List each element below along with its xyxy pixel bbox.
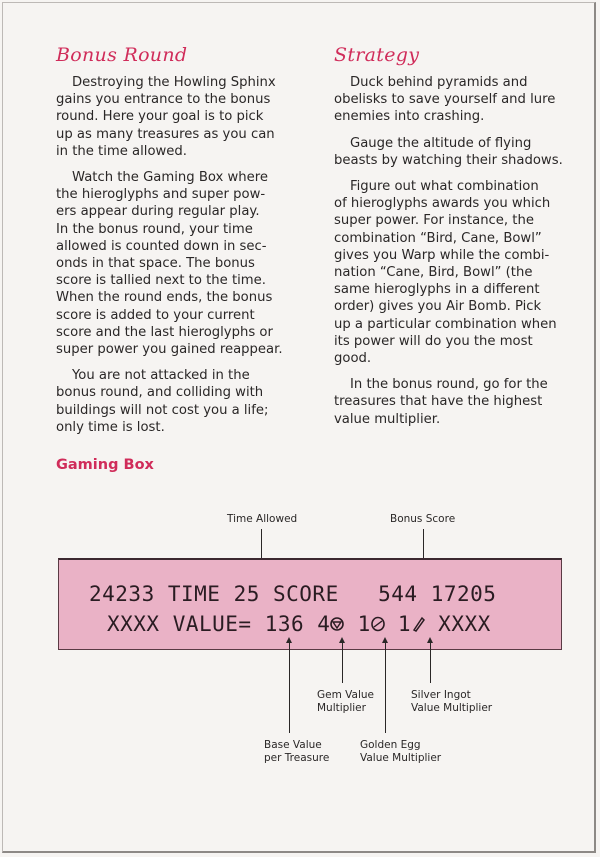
gem-icon bbox=[330, 612, 344, 636]
strategy-paragraph: Figure out what combination of hieroglyphs awards you which super power. For instance, the combination “Bird, Cane, Bowl” gives you Warp while the combi- nation “Cane, Bird, Bowl” (the same hieroglyphs in a different order) gives you Air Bomb. Pick up a particular combination when its power will do you the most good. bbox=[334, 179, 557, 367]
strategy-paragraph: Gauge the altitude of flying beasts by watching their shadows. bbox=[334, 135, 563, 168]
strategy-section bbox=[334, 44, 574, 437]
value-text: XXXX VALUE= 136 4 bbox=[107, 612, 331, 636]
time-allowed-label: Time Allowed bbox=[227, 513, 298, 525]
gaming-box-row-value bbox=[107, 612, 491, 636]
egg-sep-text: 1 bbox=[384, 612, 412, 636]
base-value-label: Base Value per Treasure bbox=[264, 739, 330, 764]
silver-ingot-icon bbox=[411, 612, 425, 636]
golden-egg-multiplier-label: Golden Egg Value Multiplier bbox=[360, 739, 442, 764]
silver-ingot-multiplier-line bbox=[430, 643, 431, 683]
bonus-round-paragraph: You are not attacked in the bonus round, and colliding with buildings will not cost you a life; only time is lost. bbox=[56, 368, 269, 435]
strategy-heading: Strategy bbox=[334, 44, 420, 66]
bonus-round-paragraph: Watch the Gaming Box where the hieroglyphs and super pow- ers appear during regular play. In the bonus round, your time allowed is counted down in sec- onds in that space. The bonus score is tallied next to the time. When the round ends, the bonus score is added to your current score and the last hieroglyphs or super power you gained reappear. bbox=[56, 170, 283, 358]
gaming-box-heading: Gaming Box bbox=[56, 457, 154, 473]
gem-multiplier-label: Gem Value Multiplier bbox=[317, 689, 374, 714]
gem-sep-text: 1 bbox=[344, 612, 371, 636]
bonus-score-label: Bonus Score bbox=[390, 513, 456, 525]
strategy-paragraph: In the bonus round, go for the treasures that have the highest value multiplier. bbox=[334, 377, 548, 427]
bonus-round-section bbox=[56, 44, 296, 445]
row2-tail-text: XXXX bbox=[425, 612, 491, 636]
gem-multiplier-line bbox=[342, 643, 343, 683]
gaming-box-display bbox=[58, 558, 562, 650]
gaming-box-row-time-score: 24233 TIME 25 SCORE 544 17205 bbox=[89, 582, 497, 606]
golden-egg-icon bbox=[371, 612, 385, 636]
silver-ingot-multiplier-label: Silver Ingot Value Multiplier bbox=[411, 689, 493, 714]
golden-egg-multiplier-line bbox=[385, 643, 386, 733]
base-value-line bbox=[289, 643, 290, 733]
strategy-paragraph: Duck behind pyramids and obelisks to save yourself and lure enemies into crashing. bbox=[334, 75, 556, 125]
bonus-round-paragraph: Destroying the Howling Sphinx gains you entrance to the bonus round. Here your goal is to pick up as many treasures as you can in the time allowed. bbox=[56, 75, 276, 159]
bonus-round-heading: Bonus Round bbox=[56, 44, 188, 66]
